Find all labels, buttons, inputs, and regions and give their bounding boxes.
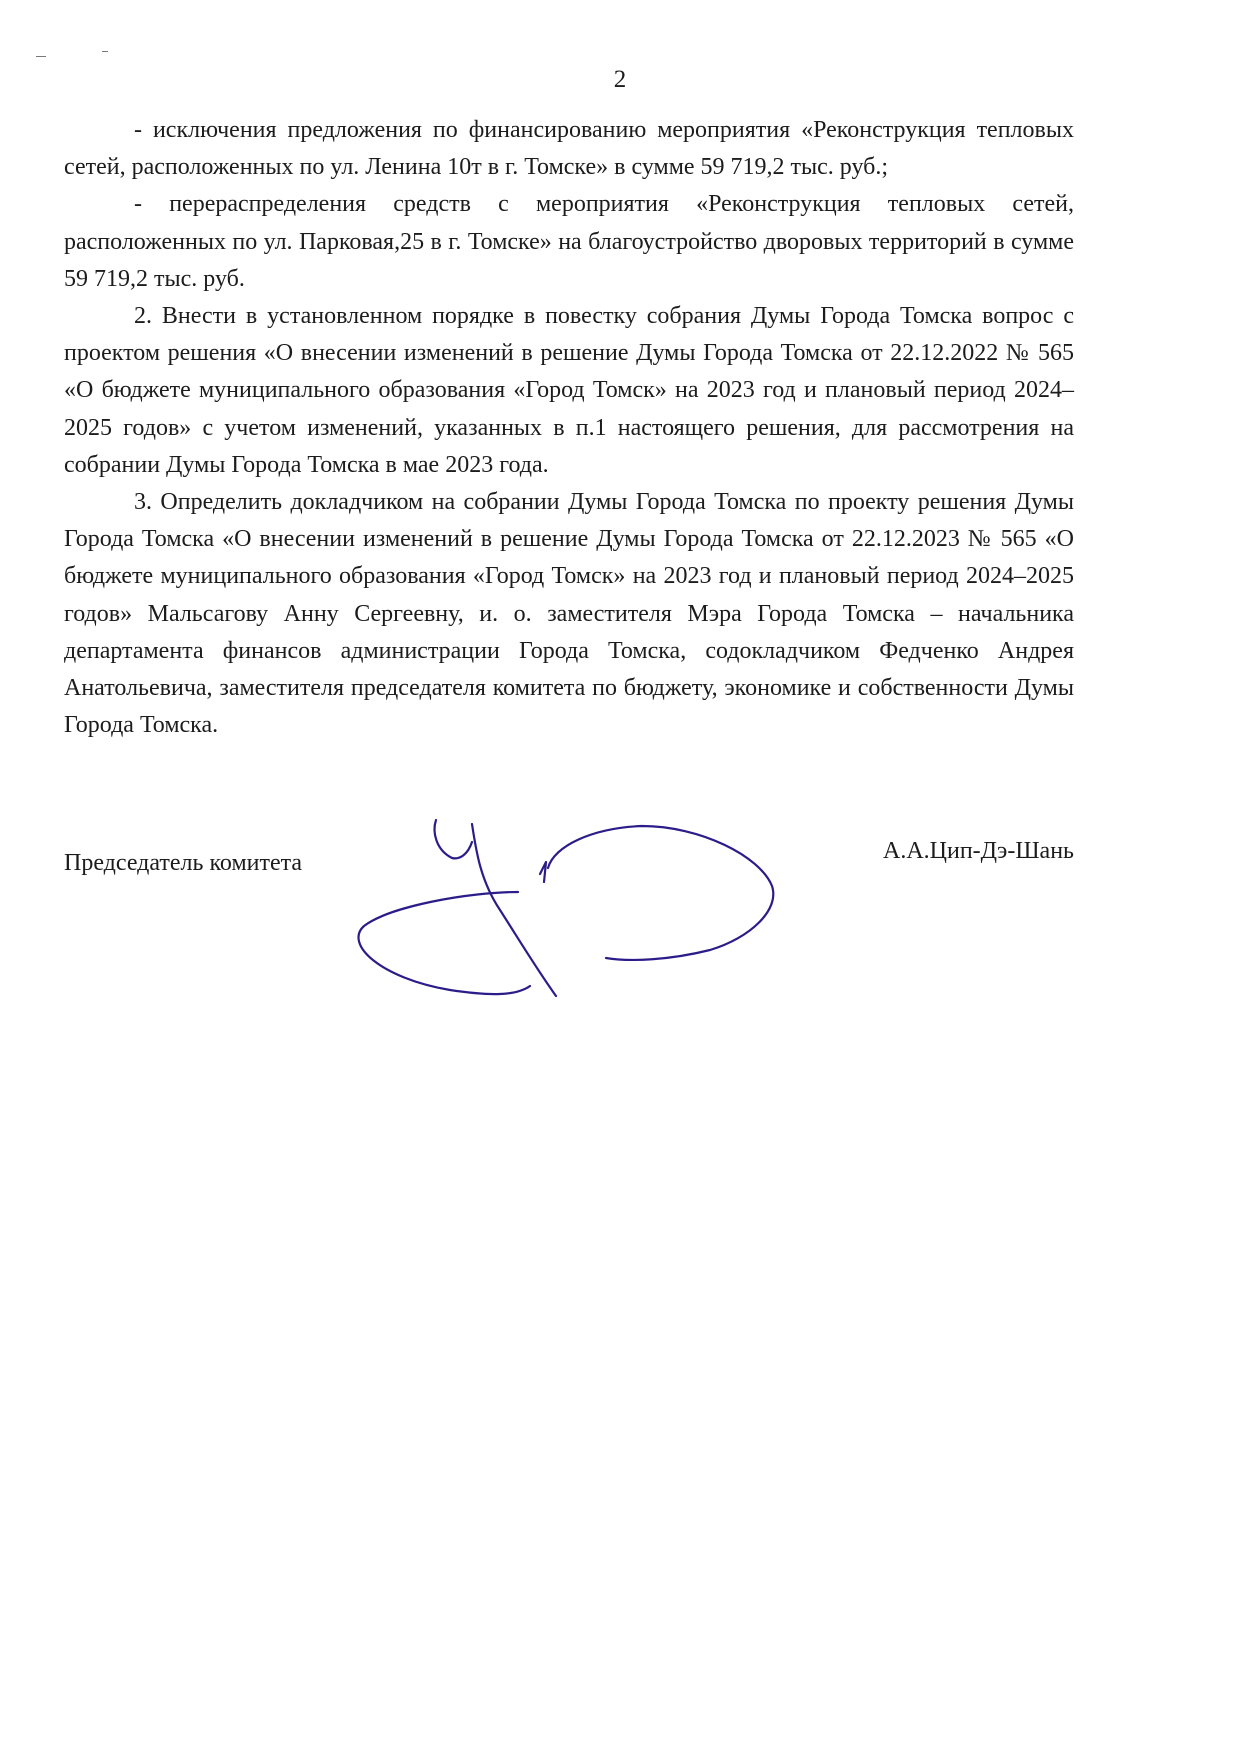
signatory-name: А.А.Цип-Дэ-Шань [883, 838, 1074, 864]
scan-artifact [102, 51, 108, 52]
paragraph-redistribution: - перераспределения средств с мероприятия «Реконструкция тепловых сетей, расположенных по ул. Парковая,25 в г. Томске» на благоустройство дворовых территорий в сумме 59 719,2 тыс. руб. [64, 191, 1074, 292]
document-body [64, 112, 1074, 744]
paragraph-exclusion: - исключения предложения по финансированию мероприятия «Реконструкция тепловых сетей, расположенных по ул. Ленина 10т в г. Томске» в сумме 59 719,2 тыс. руб.; [64, 117, 1074, 181]
paragraph-item-3: 3. Определить докладчиком на собрании Думы Города Томска по проекту решения Думы Города Томска «О внесении изменений в решение Думы Города Томска от 22.12.2023 № 565 «О бюджете муниципального образования «Город Томск» на 2023 год и плановый период 2024–2025 годов» Мальсагову Анну Сергеевну, и. о. заместителя Мэра Города Томска – начальника департамента финансов администрации Города Томска, содокладчиком Федченко Андрея Анатольевича, заместителя председателя комитета по бюджету, экономике и собственности Думы Города Томска. [64, 489, 1074, 739]
signatory-title: Председатель комитета [64, 850, 303, 876]
paragraph-item-2: 2. Внести в установленном порядке в повестку собрания Думы Города Томска вопрос с проектом решения «О внесении изменений в решение Думы Города Томска от 22.12.2022 № 565 «О бюджете муниципального образования «Город Томск» на 2023 год и плановый период 2024–2025 годов» с учетом изменений, указанных в п.1 настоящего решения, для рассмотрения на собрании Думы Города Томска в мае 2023 года. [64, 303, 1074, 478]
handwritten-signature [340, 810, 810, 1010]
page-number: 2 [613, 66, 627, 93]
scan-artifact [36, 56, 46, 57]
